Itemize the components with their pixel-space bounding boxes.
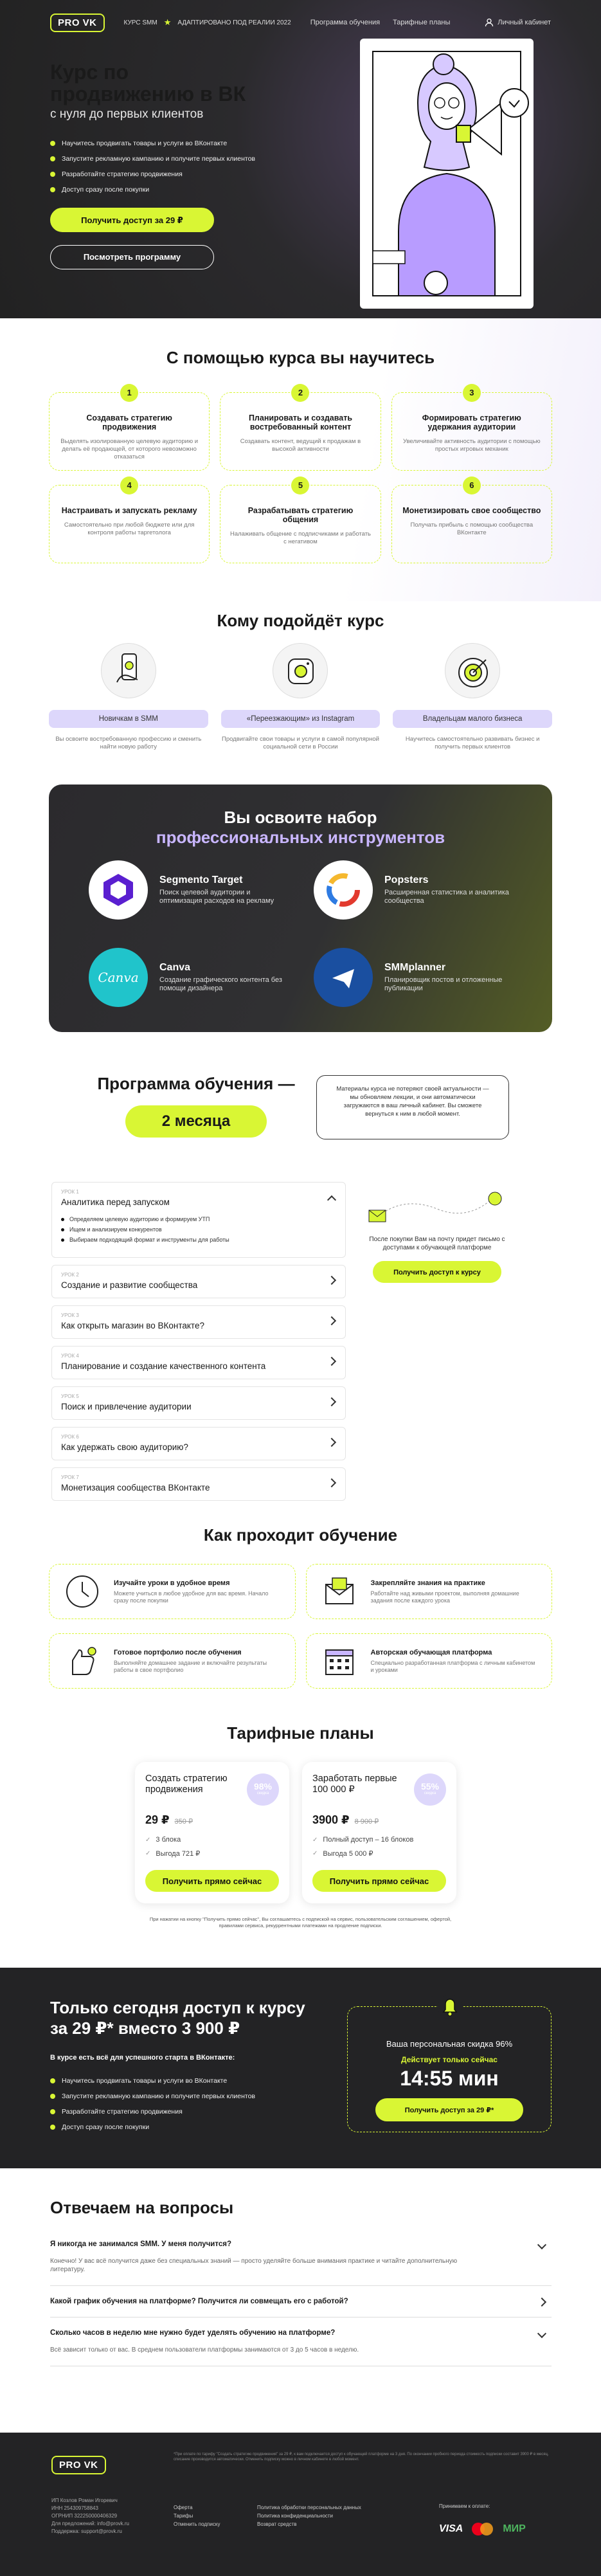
who-grid <box>49 643 552 751</box>
audience-card <box>221 643 381 751</box>
skill-card <box>391 388 552 471</box>
bullet-dot <box>50 141 55 146</box>
company-info <box>51 2497 129 2535</box>
discount-sub: скидка <box>256 1791 269 1795</box>
audience-desc: Научитесь самостоятельно развивать бизнес и получить первых клиентов <box>405 736 540 750</box>
card-number: 4 <box>120 476 138 494</box>
who-title: Кому подойдёт курс <box>217 611 384 630</box>
lesson-item[interactable] <box>51 1386 346 1420</box>
tool-item <box>89 948 288 1007</box>
email-path-icon <box>366 1190 508 1228</box>
program-title: Программа обучения — <box>97 1074 295 1093</box>
phone-hand-icon <box>101 643 156 698</box>
list-item <box>61 1226 336 1233</box>
hero-cta-button[interactable]: Получить доступ за 29 ₽ <box>50 208 214 232</box>
how-card <box>49 1564 296 1619</box>
tool-item <box>89 860 288 920</box>
bullet-text: Запустите рекламную кампанию и получите первых клиентов <box>62 2092 255 2100</box>
list-item <box>50 2123 255 2131</box>
old-price: 8 900 ₽ <box>354 1818 379 1826</box>
feature-text: ✓ Выгода 5 000 ₽ <box>323 1850 373 1858</box>
card-number: 5 <box>291 476 309 494</box>
lesson-number: УРОК 4 <box>61 1353 79 1359</box>
footer <box>0 2433 601 2576</box>
lesson-item[interactable] <box>51 1305 346 1339</box>
smmplanner-icon <box>314 948 373 1007</box>
tools-title <box>49 808 552 848</box>
skill-card <box>220 388 381 471</box>
feature-text: ✓ 3 блока <box>156 1836 181 1844</box>
course-badge <box>124 17 291 28</box>
how-desc: Работайте над живыми проектом, выполняя домашние задания после каждого урока <box>370 1590 519 1604</box>
lesson-title: Как удержать свою аудиторию? <box>61 1442 188 1452</box>
discount-badge <box>247 1773 279 1806</box>
top-nav <box>50 11 551 34</box>
footer-link-refund[interactable]: Возврат средств <box>257 2521 297 2527</box>
audience-desc: Продвигайте свои товары и услуги в самой популярной социальной сети в России <box>222 736 379 750</box>
audience-label: «Переезжающим» из Instagram <box>221 710 381 728</box>
footer-link-tariffs[interactable]: Тарифы <box>174 2513 193 2519</box>
faq-item[interactable] <box>50 2286 552 2317</box>
tool-name: Segmento Target <box>159 875 243 885</box>
footer-links-1 <box>174 2503 220 2528</box>
discount-badge <box>414 1773 446 1806</box>
lesson-item[interactable] <box>51 1346 346 1379</box>
discount-value: 96% <box>496 2039 513 2049</box>
lesson-points <box>61 1216 336 1243</box>
footer-links-2 <box>257 2503 361 2528</box>
faq-title: Отвечаем на вопросы <box>50 2198 234 2217</box>
card-number: 3 <box>463 384 481 402</box>
bullet-dot <box>50 2109 55 2114</box>
lesson-number: УРОК 3 <box>61 1312 79 1318</box>
faq-answer: Конечно! У вас всё получится даже без специальных знаний — просто уделяйте больше внимания практике и читайте дополнительную литературу. <box>50 2258 458 2273</box>
card-title: Создавать стратегию продвижения <box>86 413 172 431</box>
lesson-title: Создание и развитие сообщества <box>61 1280 198 1290</box>
card-desc: Получать прибыль с помощью сообщества ВКонтакте <box>410 522 534 536</box>
countdown-timer: 14:55 мин <box>400 2067 499 2090</box>
feature-text: ✓ Полный доступ – 16 блоков <box>323 1836 414 1844</box>
lesson-title: Планирование и создание качественного контента <box>61 1361 266 1371</box>
offer-bullets <box>50 2077 255 2139</box>
offer-title: Только сегодня доступ к курсу за 29 ₽* вместо 3 900 ₽ <box>50 1998 305 2038</box>
old-price: 350 ₽ <box>174 1818 193 1826</box>
get-course-access-button[interactable]: Получить доступ к курсу <box>373 1261 501 1283</box>
plans-note: При нажатии на кнопку "Получить прямо сейчас", Вы соглашаетесь с подпиской на сервис, пользовательским соглашением, офертой, правилами сервиса, рекуррентными платежами на продление подписки. <box>149 1916 452 1928</box>
bullet-text: Разработайте стратегию продвижения <box>62 170 183 178</box>
lesson-item[interactable] <box>51 1467 346 1501</box>
card-desc: Выделять изолированную целевую аудиторию и делать её продающей, от которого невозможно отказаться <box>60 438 199 460</box>
discount-value: 55% <box>420 1781 440 1791</box>
faq-question: Сколько часов в неделю мне нужно будет уделять обучению на платформе? <box>50 2329 336 2337</box>
company-line: ИП Козлов Роман Игоревич <box>51 2498 118 2503</box>
how-desc: Выполняйте домашнее задание и включайте результаты работы в свое портфолио <box>114 1659 267 1673</box>
card-title: Формировать стратегию удержания аудитории <box>422 413 521 431</box>
how-title-text: Готовое портфолио после обучения <box>114 1648 242 1656</box>
hero-bullets <box>50 140 269 194</box>
price-value: 29 ₽ <box>145 1813 170 1826</box>
list-item <box>61 1237 336 1243</box>
plan-price <box>145 1813 279 1827</box>
canva-icon <box>89 948 148 1007</box>
list-item <box>145 1849 279 1858</box>
target-icon <box>445 643 500 698</box>
how-title-text: Изучайте уроки в удобное время <box>114 1579 230 1587</box>
bullet-dot <box>50 2078 55 2083</box>
how-title-text: Закрепляйте знания на практике <box>370 1579 485 1587</box>
card-desc: Создавать контент, ведущий к продажам в высокой активности <box>240 438 361 453</box>
lesson-number: УРОК 2 <box>61 1272 79 1278</box>
list-item <box>50 2092 255 2100</box>
company-line: ИНН 254309758843 <box>51 2505 98 2511</box>
bell-icon <box>437 1994 463 2020</box>
list-item <box>145 1836 279 1844</box>
list-item <box>50 155 269 163</box>
faq-item[interactable] <box>50 2229 552 2286</box>
plan-price <box>312 1813 446 1827</box>
instagram-icon <box>273 643 328 698</box>
card-title: Разрабатывать стратегию общения <box>247 506 354 524</box>
offer-cta-button[interactable]: Получить доступ за 29 ₽* <box>375 2098 523 2121</box>
tool-desc: Расширенная статистика и аналитика сообщества <box>384 889 509 905</box>
tool-name: SMMplanner <box>384 962 446 973</box>
offer-subtitle: В курсе есть всё для успешного старта в ВКонтакте: <box>50 2054 235 2062</box>
valid-label: Действует только сейчас <box>401 2055 498 2064</box>
footer-link-offer[interactable]: Оферта <box>174 2505 193 2510</box>
discount-label: Ваша персональная скидка <box>386 2039 494 2049</box>
lesson-number: УРОК 1 <box>61 1189 79 1195</box>
program-note: Материалы курса не потеряют своей актуальности — мы обновляем лекции, и они автоматически загружаются в ваш личный кабинет. Вы сможете вернуться к ним в любой момент. <box>316 1075 509 1139</box>
like-hand-icon <box>62 1641 102 1681</box>
company-line: Для предложений: info@provk.ru <box>51 2521 129 2526</box>
plans-title: Тарифные планы <box>227 1723 374 1743</box>
bullet-text: Запустите рекламную кампанию и получите первых клиентов <box>62 155 255 163</box>
tool-item <box>314 860 513 920</box>
how-card <box>306 1564 553 1619</box>
nav-link-plans[interactable]: Тарифные планы <box>393 19 451 26</box>
faq-question: Я никогда не занимался SMM. У меня получится? <box>50 2240 231 2248</box>
lesson-number: УРОК 7 <box>61 1474 79 1480</box>
lesson-number: УРОК 5 <box>61 1393 79 1399</box>
bullet-text: Доступ сразу после покупки <box>62 186 150 194</box>
tools-title-line2: профессиональных инструментов <box>156 828 445 847</box>
lesson-item[interactable] <box>51 1427 346 1460</box>
list-item <box>50 140 269 147</box>
bullet-text: Разработайте стратегию продвижения <box>62 2108 183 2116</box>
tool-desc: Планировщик постов и отложенные публикации <box>384 976 503 992</box>
how-title: Как проходит обучение <box>203 1525 398 1545</box>
card-title: Монетизировать свое сообщество <box>402 506 541 515</box>
course-label: КУРС SMM <box>123 19 157 26</box>
tool-desc: Поиск целевой аудитории и оптимизация расходов на рекламу <box>159 889 274 905</box>
canva-logo-text: Canva <box>98 970 139 985</box>
audience-desc: Вы освоите востребованную профессию и сменить найти новую работу <box>55 736 202 750</box>
star-icon: ★ <box>163 17 172 27</box>
how-grid <box>49 1564 552 1689</box>
list-item <box>50 2077 255 2085</box>
nav-link-program[interactable]: Программа обучения <box>310 19 381 26</box>
list-item <box>312 1836 446 1844</box>
woman-megaphone-illustration <box>360 39 534 309</box>
list-item <box>50 2108 255 2116</box>
plan-name: Создать стратегию продвижения <box>145 1773 228 1795</box>
bullet-dot <box>50 156 55 161</box>
footer-link-personal-data[interactable]: Политика обработки персональных данных <box>257 2505 361 2510</box>
learn-grid <box>49 388 552 563</box>
envelope-icon <box>319 1572 359 1611</box>
faq-question: Какой график обучения на платформе? Получится ли совмещать его с работой? <box>50 2298 348 2305</box>
lesson-title: Как открыть магазин во ВКонтакте? <box>61 1321 204 1330</box>
card-number: 1 <box>120 384 138 402</box>
payment-logos <box>439 2523 526 2535</box>
skill-card <box>49 480 210 563</box>
faq-item[interactable] <box>50 2317 552 2366</box>
tool-desc: Создание графического контента без помощи дизайнера <box>159 976 282 992</box>
point-text: Определяем целевую аудиторию и формируем УТП <box>69 1216 210 1222</box>
bullet-text: Научитесь продвигать товары и услуги во ВКонтакте <box>62 2077 228 2085</box>
tools-title-line1: Вы освоите набор <box>224 808 377 827</box>
bullet-dot <box>50 2094 55 2099</box>
discount-sub: скидка <box>424 1791 436 1795</box>
list-item <box>312 1849 446 1858</box>
company-line: ОГРНИП 322250000406329 <box>51 2513 118 2519</box>
footer-link-cancel[interactable]: Отменить подписку <box>174 2521 220 2527</box>
bullet-dot <box>50 2125 55 2130</box>
card-desc: Увеличивайте активность аудитории с помощью простых игровых механик <box>402 438 541 453</box>
card-title: Настраивать и запускать рекламу <box>61 506 197 515</box>
how-card <box>306 1633 553 1689</box>
learn-title: С помощью курса вы научитесь <box>166 348 435 367</box>
duration-pill: 2 месяца <box>125 1105 267 1138</box>
timer-card <box>347 2006 552 2132</box>
point-text: Ищем и анализируем конкурентов <box>69 1226 162 1233</box>
bullet-text: Научитесь продвигать товары и услуги во ВКонтакте <box>62 140 228 147</box>
audience-card <box>393 643 552 751</box>
list-item <box>61 1216 336 1222</box>
lesson-title: Поиск и привлечение аудитории <box>61 1402 192 1411</box>
program-header <box>90 1074 302 1138</box>
hero-illustration <box>360 39 534 309</box>
how-desc: Можете учиться в любое удобное для вас время. Начало сразу после покупки <box>114 1590 269 1604</box>
hero-subtitle: с нуля до первых клиентов <box>50 107 204 121</box>
footer-logo[interactable]: PRO VK <box>51 2456 106 2474</box>
adapted-label: АДАПТИРОВАНО ПОД РЕАЛИИ 2022 <box>177 19 291 26</box>
footer-link-privacy[interactable]: Политика конфиденциальности <box>257 2513 334 2519</box>
buy-now-button[interactable]: Получить прямо сейчас <box>145 1870 279 1892</box>
faq-list <box>50 2229 552 2366</box>
lesson-title: Монетизация сообщества ВКонтакте <box>61 1483 210 1492</box>
lesson-number: УРОК 6 <box>61 1434 79 1440</box>
how-card <box>49 1633 296 1689</box>
payments-label: Принимаем к оплате: <box>439 2503 490 2509</box>
tool-name: Canva <box>159 962 191 973</box>
skill-card <box>391 480 552 563</box>
list-item <box>50 170 269 178</box>
feature-text: ✓ Выгода 721 ₽ <box>156 1850 201 1858</box>
hero-section <box>0 0 601 318</box>
company-line: Поддержка: support@provk.ru <box>51 2528 122 2534</box>
card-number: 6 <box>463 476 481 494</box>
mir-icon: МИР <box>503 2523 526 2534</box>
audience-label: Новичкам в SMM <box>49 710 208 728</box>
program-side <box>366 1190 508 1283</box>
side-text: После покупки Вам на почту придет письмо с доступами к обучающей платформе <box>369 1236 505 1251</box>
user-icon <box>485 18 494 27</box>
skill-card <box>220 480 381 563</box>
point-text: Выбираем подходящий формат и инструменты для работы <box>69 1237 229 1243</box>
faq-answer: Всё зависит только от вас. В среднем пользователи платформы занимаются от 3 до 5 часов в неделю. <box>50 2346 359 2354</box>
tools-section <box>49 785 552 1032</box>
discount-row <box>348 2039 551 2049</box>
card-desc: Самостоятельно при любой бюджете или для контроля работы таргетолога <box>64 522 195 536</box>
plan-card <box>135 1762 289 1903</box>
lesson-title: Аналитика перед запуском <box>61 1197 170 1207</box>
cabinet-label: Личный кабинет <box>498 19 551 26</box>
buy-now-button[interactable]: Получить прямо сейчас <box>312 1870 446 1892</box>
logo[interactable]: PRO VK <box>50 14 105 32</box>
cabinet-link[interactable] <box>485 18 551 27</box>
plan-name: Заработать первые 100 000 ₽ <box>312 1773 397 1795</box>
clock-icon <box>62 1572 102 1611</box>
bullet-dot <box>50 172 55 177</box>
card-number: 2 <box>291 384 309 402</box>
footer-legal: *При оплате по тарифу "Создать стратегию продвижения" за 29 ₽, к вам подключается доступ к обучающей платформе на 3 дня. По окончании пробного периода стоимость подписки составит 3900 ₽ в месяц, списание производится автоматически. Отменить подписку можно в личном кабинете в любой момент. <box>174 2453 549 2462</box>
mastercard-icon <box>472 2523 494 2535</box>
plan-features <box>145 1836 279 1858</box>
view-program-button[interactable]: Посмотреть программу <box>50 245 214 269</box>
segmento-icon <box>89 860 148 920</box>
tool-item <box>314 948 513 1007</box>
list-item <box>50 186 269 194</box>
skill-card <box>49 388 210 471</box>
hero-title: Курс по продвижению в ВК <box>50 60 246 105</box>
discount-value: 98% <box>253 1781 273 1791</box>
price-value: 3900 ₽ <box>312 1813 350 1826</box>
popsters-icon <box>314 860 373 920</box>
how-title-text: Авторская обучающая платформа <box>370 1648 492 1656</box>
plan-features <box>312 1836 446 1858</box>
program-accordion <box>51 1182 346 1508</box>
tools-grid <box>89 860 513 1007</box>
how-desc: Специально разработанная платформа с личным кабинетом и уроками <box>370 1659 535 1673</box>
offer-section <box>0 1968 601 2168</box>
card-desc: Налаживать общение с подписчиками и работать с негативом <box>229 531 372 545</box>
calendar-icon <box>319 1641 359 1681</box>
lesson-item[interactable] <box>51 1265 346 1298</box>
lesson-item[interactable] <box>51 1182 346 1258</box>
plan-card <box>302 1762 456 1903</box>
tool-name: Popsters <box>384 875 429 885</box>
bullet-text: Доступ сразу после покупки <box>62 2123 150 2131</box>
bullet-dot <box>50 187 55 192</box>
audience-card <box>49 643 208 751</box>
card-title: Планировать и создавать востребованный контент <box>248 413 353 431</box>
audience-label: Владельцам малого бизнеса <box>393 710 552 728</box>
visa-icon: VISA <box>439 2523 463 2534</box>
